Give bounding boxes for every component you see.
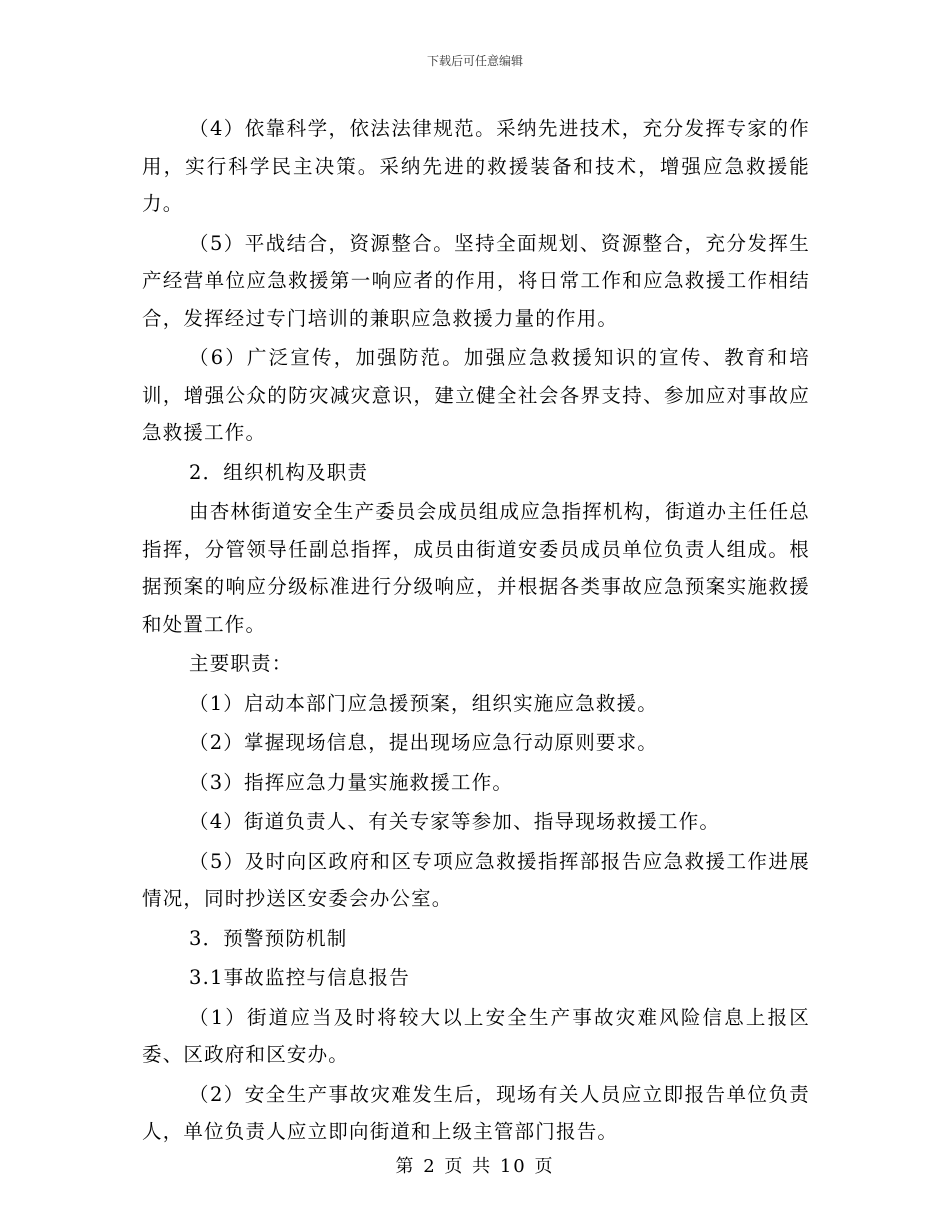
paragraph-duty-2: （2）掌握现场信息，提出现场应急行动原则要求。 bbox=[189, 731, 659, 754]
paragraph-duty-1: （1）启动本部门应急援预案，组织实施应急救援。 bbox=[189, 691, 659, 715]
paragraph-duty-5: （5）及时向区政府和区专项应急救援指挥部报告应急救援工作进展情况，同时抄送区安委会办公室。 bbox=[142, 849, 810, 910]
paragraph-principle-5: （5）平战结合，资源整合。坚持全面规划、资源整合，充分发挥生产经营单位应急救援第一响应者的作用，将日常工作和应急救援工作相结合，发挥经过专门培训的兼职应急救援力量的作用。 bbox=[142, 231, 810, 330]
paragraph-duty-4: （4）街道负责人、有关专家等参加、指导现场救援工作。 bbox=[189, 810, 721, 833]
page-header: 下载后可任意编辑 bbox=[426, 54, 523, 68]
paragraph-main-duties-label: 主要职责： bbox=[189, 652, 293, 675]
paragraph-report-1: （1）街道应当及时将较大以上安全生产事故灾难风险信息上报区委、区政府和区安办。 bbox=[142, 1005, 810, 1066]
paragraph-principle-6: （6）广泛宣传，加强防范。加强应急救援知识的宣传、教育和培训，增强公众的防灾减灾意识，建立健全社会各界支持、参加应对事故应急救援工作。 bbox=[142, 346, 810, 444]
document-body bbox=[142, 110, 810, 1151]
subsection-heading-monitoring: 3.1事故监控与信息报告 bbox=[189, 966, 410, 989]
page-number: 第 2 页 共 10 页 bbox=[395, 1156, 555, 1177]
paragraph-duty-3: （3）指挥应急力量实施救援工作。 bbox=[189, 770, 514, 794]
paragraph-report-2: （2）安全生产事故灾难发生后，现场有关人员应立即报告单位负责人，单位负责人应立即向街道和上级主管部门报告。 bbox=[142, 1082, 810, 1143]
section-heading-warning: 3．预警预防机制 bbox=[189, 926, 348, 950]
section-heading-organization: 2．组织机构及职责 bbox=[189, 460, 369, 484]
paragraph-principle-4: （4）依靠科学，依法法律规范。采纳先进技术，充分发挥专家的作用，实行科学民主决策。采纳先进的救援装备和技术，增强应急救援能力。 bbox=[142, 117, 810, 215]
paragraph-organization: 由杏林街道安全生产委员会成员组成应急指挥机构，街道办主任任总指挥，分管领导任副总指挥，成员由街道安委员成员单位负责人组成。根据预案的响应分级标准进行分级响应，并根据各类事故应急预案实施救援和处置工作。 bbox=[142, 500, 811, 636]
